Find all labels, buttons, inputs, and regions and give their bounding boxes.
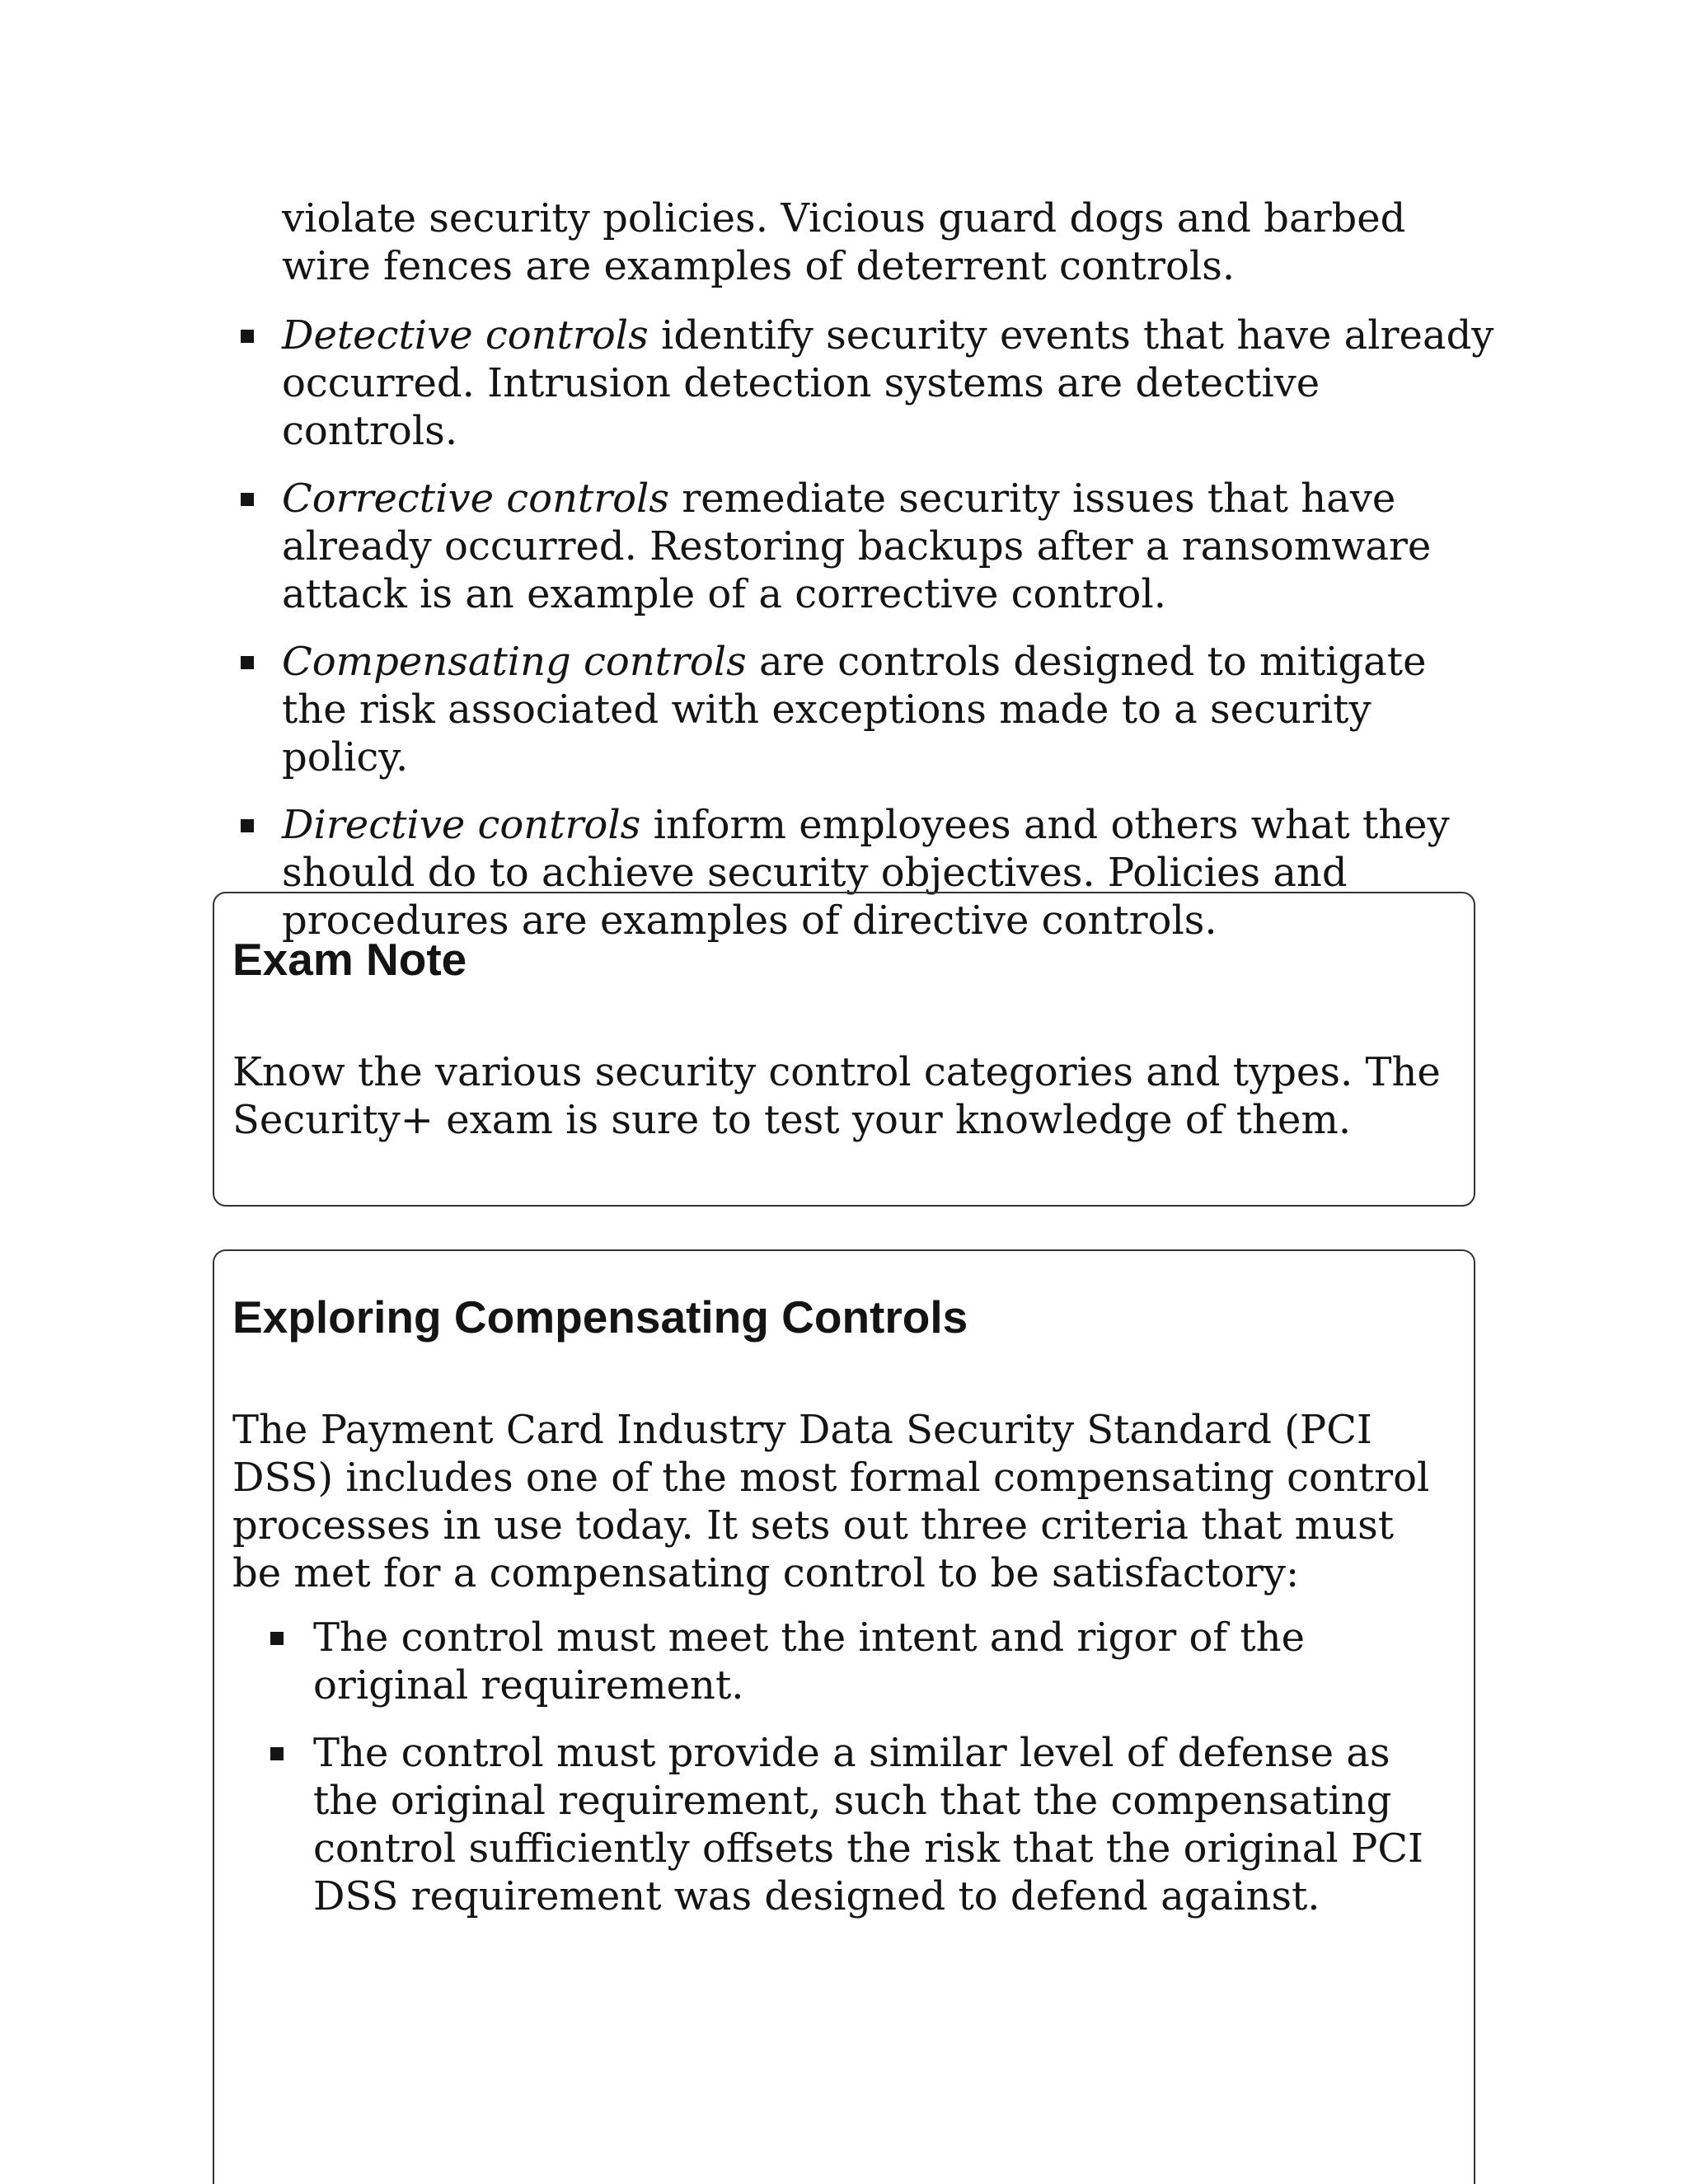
list-item bbox=[234, 475, 1503, 618]
exploring-box-intro: The Payment Card Industry Data Security Standard (PCI DSS) includes one of the most formal compensating control processes in use today. It sets out three criteria that must be met for a compensating control to be satisfactory: bbox=[232, 1407, 1430, 1596]
criteria-list bbox=[264, 1614, 1434, 1940]
control-term: Directive controls bbox=[282, 802, 641, 848]
list-item bbox=[264, 1614, 1434, 1709]
control-description: identify security events that have already occurred. Intrusion detection systems are detective controls. bbox=[282, 312, 1494, 454]
criteria-text: The control must provide a similar level of defense as the original requirement, such that the compensating control sufficiently offsets the risk that the original PCI DSS requirement was designed to defend against. bbox=[313, 1730, 1423, 1919]
square-bullet-icon bbox=[241, 330, 254, 343]
exam-note-box bbox=[213, 892, 1475, 1207]
control-term: Detective controls bbox=[282, 312, 649, 359]
control-description: remediate security issues that have already occurred. Restoring backups after a ransomware attack is an example of a corrective control. bbox=[282, 476, 1432, 617]
exploring-box-title: Exploring Compensating Controls bbox=[232, 1291, 968, 1343]
exploring-compensating-controls-box bbox=[213, 1249, 1475, 2184]
control-description: are controls designed to mitigate the risk associated with exceptions made to a security policy. bbox=[282, 639, 1427, 780]
square-bullet-icon bbox=[241, 656, 254, 669]
controls-list bbox=[234, 312, 1503, 964]
square-bullet-icon bbox=[270, 1632, 284, 1645]
exam-note-body: Know the various security control categories and types. The Security+ exam is sure to test your knowledge of them. bbox=[232, 1049, 1441, 1143]
list-item bbox=[234, 312, 1503, 455]
square-bullet-icon bbox=[270, 1747, 284, 1760]
exam-note-title: Exam Note bbox=[232, 934, 467, 985]
square-bullet-icon bbox=[241, 493, 254, 506]
continuation-paragraph: violate security policies. Vicious guard dogs and barbed wire fences are examples of deterrent controls. bbox=[282, 195, 1406, 289]
control-description: inform employees and others what they should do to achieve security objectives. Policies and procedures are examples of directive controls. bbox=[282, 802, 1450, 944]
control-term: Compensating controls bbox=[282, 639, 747, 685]
list-item bbox=[264, 1729, 1434, 1920]
criteria-text: The control must meet the intent and rigor of the original requirement. bbox=[313, 1615, 1305, 1708]
square-bullet-icon bbox=[241, 819, 254, 832]
list-item bbox=[234, 638, 1503, 781]
control-term: Corrective controls bbox=[282, 476, 670, 522]
